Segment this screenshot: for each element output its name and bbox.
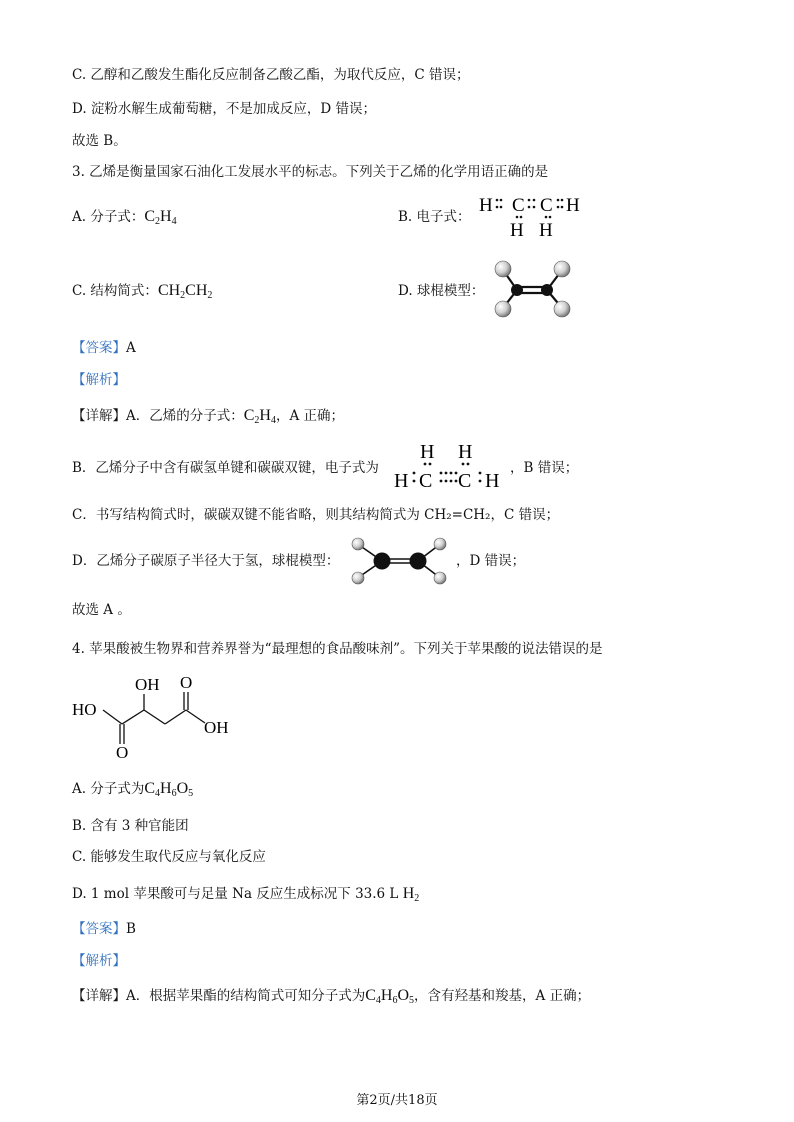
lewis-b-h-left: H — [479, 195, 493, 216]
q3-explain-d-text: D．乙烯分子碳原子半径大于氢，球棍模型： — [72, 553, 340, 569]
lewis-exp-c1: C — [419, 470, 433, 492]
q3-option-b-label: B. 电子式： — [398, 209, 471, 225]
q3-explain-c: C．书写结构简式时，碳碳双键不能省略，则其结构简式为 CH₂=CH₂，C 错误； — [72, 507, 560, 523]
malic-oh-right: OH — [204, 718, 229, 737]
q4-analysis-tag: 【解析】 — [72, 953, 126, 969]
hydrogen-atom — [495, 301, 511, 317]
q3-explain-formula-c2h4: $C_2H_4$ — [243, 407, 276, 426]
hydrogen-atom — [554, 261, 570, 277]
hydrogen-atom — [554, 301, 570, 317]
malic-oh-top: OH — [135, 675, 160, 694]
q4-explain-formula-c4h6o5: $C_4H_6O_5$ — [365, 987, 415, 1006]
q3-answer-value: A — [126, 340, 136, 356]
q3-explain-b-suffix: ，B 错误； — [510, 460, 579, 476]
hydrogen-atom — [352, 538, 364, 550]
q3-explain-ball-stick-model — [348, 536, 454, 586]
lewis-b-h-bottom-left: H — [510, 220, 524, 240]
q3-explain-lewis-structure — [392, 440, 508, 494]
q4-stem: 4. 苹果酸被生物界和营养界誉为“最理想的食品酸味剂”。下列关于苹果酸的说法错误的是 — [72, 641, 603, 657]
q3-explain-b-text: B．乙烯分子中含有碳氢单键和碳碳双键，电子式为 — [72, 460, 379, 476]
malic-o-bottom: O — [116, 743, 129, 762]
carbon-atom — [541, 284, 553, 296]
malic-ho-left: HO — [72, 700, 97, 719]
q4-formula-c4h6o5: $C_4H_6O_5$ — [144, 780, 194, 799]
q3-formula-c2h4: $C_2H_4$ — [144, 208, 177, 227]
q3-option-c-label: C. 结构简式： — [72, 283, 158, 299]
q3-conclusion: 故选 A 。 — [72, 602, 131, 618]
q4-answer-value: B — [126, 921, 136, 937]
q4-option-d — [72, 885, 419, 908]
lewis-exp-h-top-right: H — [458, 441, 473, 463]
q3-ball-stick-model-d — [490, 258, 580, 320]
q4-option-a — [72, 780, 193, 803]
q3-option-d-label: D. 球棍模型： — [398, 283, 485, 299]
lewis-b-c2: C — [540, 195, 553, 216]
q3-stem: 3. 乙烯是衡量国家石油化工发展水平的标志。下列关于乙烯的化学用语正确的是 — [72, 164, 549, 180]
hydrogen-atom — [434, 572, 446, 584]
lewis-exp-h-right: H — [485, 470, 500, 492]
lewis-exp-c2: C — [458, 470, 472, 492]
q4-answer-line: 【答案】B — [72, 921, 136, 937]
hydrogen-atom — [434, 538, 446, 550]
carbon-atom — [511, 284, 523, 296]
lewis-b-h-right: H — [566, 195, 580, 216]
q4-detail-tag: 【详解】 — [72, 988, 126, 1004]
lewis-exp-h-top-left: H — [420, 441, 435, 463]
carbon-atom — [410, 553, 427, 570]
prev-option-c-text: C. 乙醇和乙酸发生酯化反应制备乙酸乙酯，为取代反应，C 错误； — [72, 67, 470, 83]
q3-option-a — [72, 208, 177, 231]
q4-option-d-text: D. 1 mol 苹果酸可与足量 Na 反应生成标况下 33.6 L — [72, 886, 399, 902]
q4-malic-acid-structure — [72, 670, 242, 762]
q4-formula-h2: $H_2$ — [402, 885, 420, 904]
lewis-exp-h-left: H — [394, 470, 409, 492]
q4-explain-a: 【详解】A．根据苹果酯的结构简式可知分子式为$C_4H_6O_5$，含有羟基和羧基，A 正确； — [72, 987, 591, 1006]
prev-option-d-text: D. 淀粉水解生成葡萄糖，不是加成反应，D 错误； — [72, 101, 377, 117]
q4-option-a-label: A. 分子式为 — [72, 781, 145, 797]
prev-conclusion: 故选 B。 — [72, 133, 127, 149]
q3-option-a-label: A. 分子式： — [72, 209, 145, 225]
malic-o-top: O — [180, 673, 193, 692]
q3-explain-a: 【详解】A．乙烯的分子式：$C_2H_4$，A 正确； — [72, 407, 345, 426]
q3-answer-line: 【答案】A — [72, 340, 136, 356]
q3-option-c — [72, 282, 212, 305]
q4-option-c: C. 能够发生取代反应与氧化反应 — [72, 849, 266, 865]
carbon-atom — [374, 553, 391, 570]
q3-formula-ch2ch2: $CH_2CH_2$ — [157, 282, 213, 301]
page-footer: 第2页/共18页 — [356, 1093, 438, 1108]
hydrogen-atom — [495, 261, 511, 277]
lewis-b-c1: C — [512, 195, 525, 216]
q3-analysis-tag: 【解析】 — [72, 372, 126, 388]
q3-lewis-structure-b — [474, 192, 594, 240]
q3-detail-tag: 【详解】 — [72, 408, 126, 424]
q4-option-b: B. 含有 3 种官能团 — [72, 818, 189, 834]
lewis-b-electron-dots — [496, 199, 564, 219]
hydrogen-atom — [352, 572, 364, 584]
lewis-b-h-bottom-right: H — [539, 220, 553, 240]
q3-explain-d-suffix: ，D 错误； — [456, 553, 526, 569]
